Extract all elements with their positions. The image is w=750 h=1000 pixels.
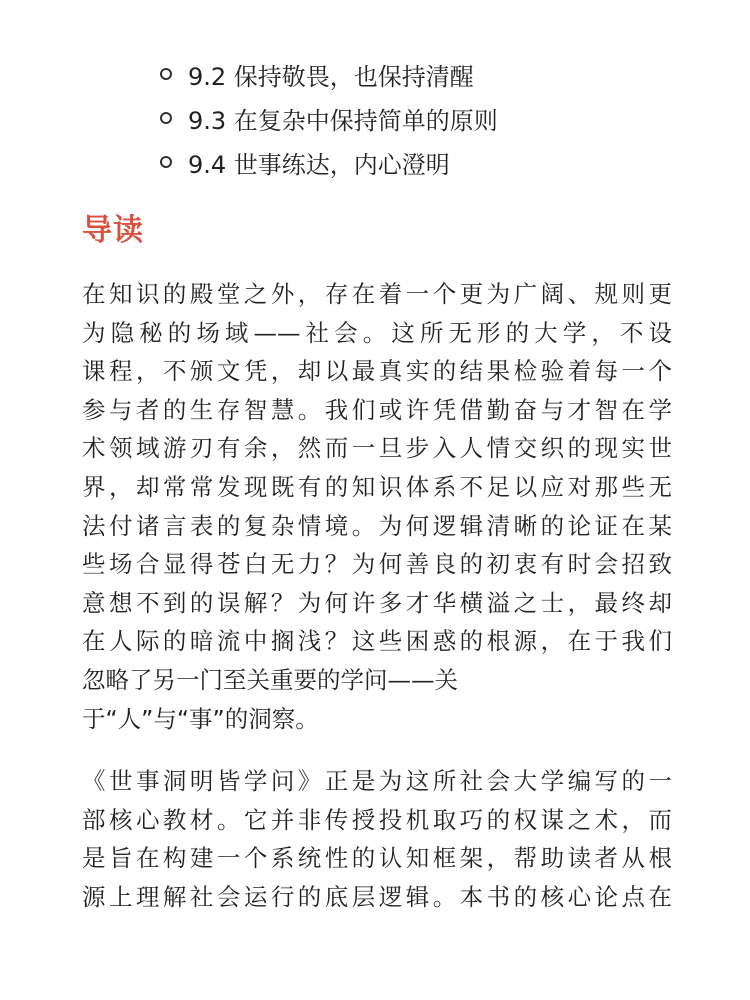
paragraph-line: 课程，不颁文凭，却以最真实的结果检验着每一个: [82, 357, 672, 386]
toc-item-label: 9.4 世事练达，内心澄明: [188, 150, 450, 179]
toc-item-label: 9.3 在复杂中保持简单的原则: [188, 106, 498, 135]
paragraph-line: 意想不到的误解？为何许多才华横溢之士，最终却: [82, 588, 672, 617]
book-intro-paragraph: [82, 762, 672, 916]
paragraph-line: 参与者的生存智慧。我们或许凭借勤奋与才智在学: [82, 395, 672, 424]
paragraph-line: 《世事洞明皆学问》正是为这所社会大学编写的一: [82, 767, 672, 795]
paragraph-line: 些场合显得苍白无力？为何善良的初衷有时会招致: [82, 550, 672, 579]
toc-item[interactable]: [160, 140, 498, 184]
toc-item-label: 9.2 保持敬畏，也保持清醒: [188, 62, 474, 91]
paragraph-line: 在知识的殿堂之外，存在着一个更为广阔、规则更: [82, 280, 672, 308]
toc-list: [160, 52, 498, 184]
paragraph-line: 源上理解社会运行的底层逻辑。本书的核心论点在: [82, 882, 672, 911]
paragraph-line: 部核心教材。它并非传授投机取巧的权谋之术，而: [82, 805, 672, 834]
paragraph-line: 忽略了另一门至关重要的学问——关: [82, 665, 458, 694]
paragraph-line: 为隐秘的场域——社会。这所无形的大学，不设: [82, 318, 672, 347]
paragraph-line: 是旨在构建一个系统性的认知框架，帮助读者从根: [82, 844, 672, 873]
paragraph-line: 术领域游刃有余，然而一旦步入人情交织的现实世: [82, 434, 672, 463]
section-title: 导读: [82, 213, 144, 248]
toc-item[interactable]: [160, 96, 498, 140]
hollow-circle-bullet-icon: [160, 112, 172, 124]
hollow-circle-bullet-icon: [160, 68, 172, 80]
paragraph-line: 在人际的暗流中搁浅？这些困惑的根源，在于我们: [82, 627, 672, 656]
paragraph-line: 于“人”与“事”的洞察。: [82, 704, 319, 733]
hollow-circle-bullet-icon: [160, 156, 172, 168]
intro-paragraph: [82, 275, 672, 738]
toc-item[interactable]: [160, 52, 498, 96]
paragraph-line: 法付诸言表的复杂情境。为何逻辑清晰的论证在某: [82, 511, 672, 540]
paragraph-line: 界，却常常发现既有的知识体系不足以应对那些无: [82, 472, 672, 501]
